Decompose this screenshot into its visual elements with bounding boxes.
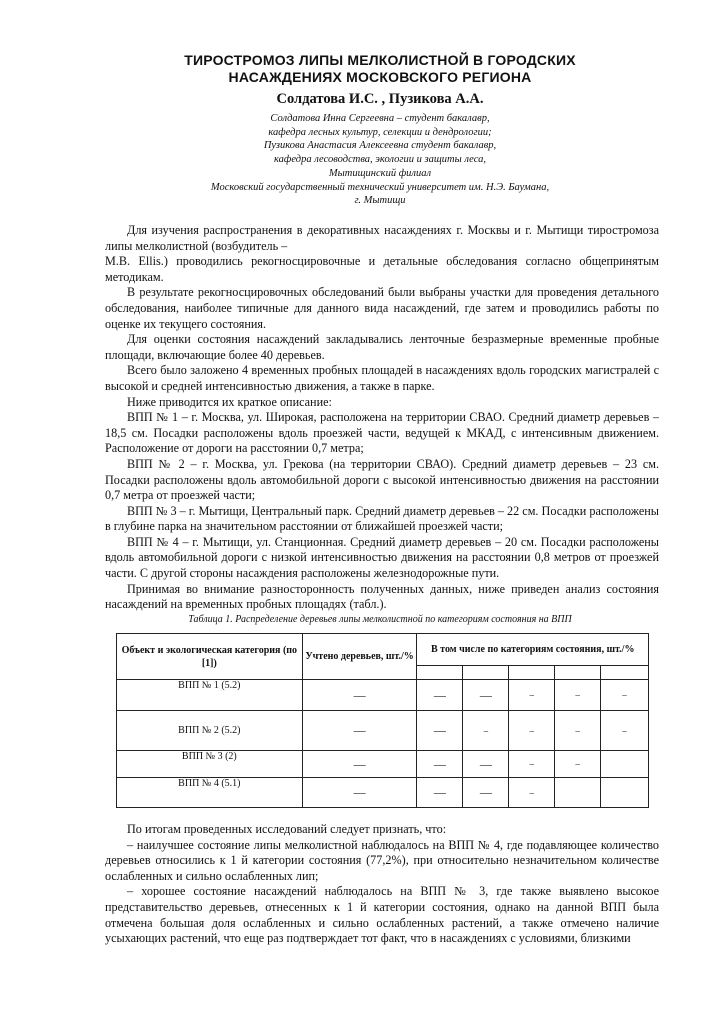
paragraph: В результате рекогносцировочных обследований были выбраны участки для проведения детального обследования, наиболее типичные для данного вида насаждений, где затем и проводились работы по оценке их текущего состояния.: [105, 285, 659, 331]
table-cell: —: [463, 680, 509, 711]
table-cell: –: [509, 711, 555, 751]
paragraph: – хорошее состояние насаждений наблюдалось на ВПП № 3, где также выявлено высокое представительство деревьев, отнесенных к 1 й категории состояния, однако на данной ВПП была отмечена большая доля ослабленных и сильно ослабленных растений, а также отмечено наличие усыхающих растений, что еще раз подтверждает тот факт, что в насаждениях с условиями, близкими: [105, 884, 659, 946]
table-cell: [601, 751, 649, 778]
table-cell: [601, 778, 649, 808]
conclusions-text: [105, 822, 659, 947]
affiliation-line: кафедра лесных культур, селекции и дендрологии;: [268, 126, 492, 138]
affiliation-line: кафедра лесоводства, экологии и защиты леса,: [274, 154, 486, 166]
paragraph: Для оценки состояния насаждений закладывались ленточные безразмерные временные пробные площади, включающие более 40 деревьев.: [105, 332, 659, 362]
paragraph: Всего было заложено 4 временных пробных площадей в насаждениях вдоль городских магистралей с высокой и средней интенсивностью движения, а также в парке.: [105, 363, 659, 393]
table-caption: Таблица 1. Распределение деревьев липы мелколистной по категориям состояния на ВПП: [188, 614, 572, 625]
table-cell: —: [417, 778, 463, 808]
authors: Солдатова И.С. , Пузикова А.А.: [276, 91, 484, 107]
cell-counted: —: [302, 751, 417, 778]
paragraph: Для изучения распространения в декоративных насаждениях г. Москвы и г. Мытищи тиростромоза липы мелколистной (возбудитель –: [105, 223, 659, 253]
table-cell: –: [509, 751, 555, 778]
category-col: [509, 666, 555, 680]
header-counted: Учтено деревьев, шт./%: [302, 634, 417, 680]
paragraph: Ниже приводится их краткое описание:: [127, 394, 332, 409]
table-row: [117, 751, 649, 778]
category-col: [463, 666, 509, 680]
table-cell: –: [601, 680, 649, 711]
table-cell: –: [555, 711, 601, 751]
table-cell: —: [417, 711, 463, 751]
paragraph: ВПП № 3 – г. Мытищи, Центральный парк. Средний диаметр деревьев – 22 см. Посадки расположены в глубине парка на значительном расстоянии от ближайшей проезжей части;: [105, 503, 659, 534]
affiliation-line: Московский государственный технический университет им. Н.Э. Баумана,: [210, 181, 550, 193]
table-cell: [555, 778, 601, 808]
table-cell: —: [463, 751, 509, 778]
paragraph: ВПП № 4 – г. Мытищи, ул. Станционная. Средний диаметр деревьев – 20 см. Посадки расположены вдоль автомобильной дороги с низкой интенсивностью движения на расстоянии 0,8 метров от проезжей части. С другой стороны насаждения расположены железнодорожные пути.: [105, 534, 659, 581]
paragraph: По итогам проведенных исследований следует признать, что:: [127, 822, 447, 836]
affiliation-line: г. Мытищи: [354, 195, 406, 207]
table-row: [117, 778, 649, 808]
row-label: ВПП № 2 (5.2): [117, 711, 303, 751]
header-categories: В том числе по категориям состояния, шт./%: [417, 634, 649, 666]
row-label: ВПП № 1 (5.2): [117, 680, 303, 711]
cell-counted: —: [302, 711, 417, 751]
table-cell: —: [417, 680, 463, 711]
table-cell: —: [463, 778, 509, 808]
paragraph: – наилучшее состояние липы мелколистной наблюдалось на ВПП № 4, где подавляющее количество деревьев относились к 1 й категории состояния (77,2%), при относительно незначительном количестве ослабленных и сильно ослабленных лип;: [105, 837, 659, 883]
category-col: [417, 666, 463, 680]
category-col: [601, 666, 649, 680]
table-cell: –: [463, 711, 509, 751]
header-object: Объект и экологическая категория (по [1]): [117, 634, 303, 680]
paragraph: ВПП № 2 – г. Москва, ул. Грекова (на территории СВАО). Средний диаметр деревьев – 23 см. Посадки расположены вдоль автомобильной дороги с высокой интенсивностью движения на расстоянии 0,7 метра от проезжей части;: [105, 456, 659, 503]
affiliation-line: Мытищинский филиал: [328, 167, 432, 179]
affiliation-line: Пузикова Анастасия Алексеевна студент бакалавр,: [263, 140, 497, 152]
table-cell: –: [509, 778, 555, 808]
condition-table: [116, 633, 649, 808]
affiliation-block: [60, 112, 700, 208]
row-label: ВПП № 3 (2): [117, 751, 303, 778]
paper-title: [60, 52, 700, 86]
paper-title-line-1: ТИРОСТРОМОЗ ЛИПЫ МЕЛКОЛИСТНОЙ В ГОРОДСКИХ: [184, 52, 576, 68]
cell-counted: —: [302, 778, 417, 808]
affiliation-line: Солдатова Инна Сергеевна – студент бакалавр,: [270, 113, 490, 124]
row-label: ВПП № 4 (5.1): [117, 778, 303, 808]
table-cell: –: [509, 680, 555, 711]
paragraph: Принимая во внимание разносторонность полученных данных, ниже приведен анализ состояния насаждений на временных пробных площадях (табл.).: [105, 581, 659, 612]
paragraph: M.B. Ellis.) проводились рекогносцировочные и детальные обследования согласно общепринятым методикам.: [105, 254, 659, 284]
table-cell: –: [555, 751, 601, 778]
cell-counted: —: [302, 680, 417, 711]
paragraph: ВПП № 1 – г. Москва, ул. Широкая, расположена на территории СВАО. Средний диаметр деревьев – 18,5 см. Посадки расположены вдоль проезжей части, ведущей к МКАД, с интенсивным движением. Расположение от дороги на расстоянии 0,7 метра;: [105, 410, 659, 456]
category-col: [555, 666, 601, 680]
table-cell: –: [555, 680, 601, 711]
table-row: [117, 711, 649, 751]
table-row: [117, 680, 649, 711]
table-cell: –: [601, 711, 649, 751]
body-text: [105, 223, 659, 613]
paper-title-line-2: НАСАЖДЕНИЯХ МОСКОВСКОГО РЕГИОНА: [228, 69, 532, 85]
table-cell: —: [417, 751, 463, 778]
